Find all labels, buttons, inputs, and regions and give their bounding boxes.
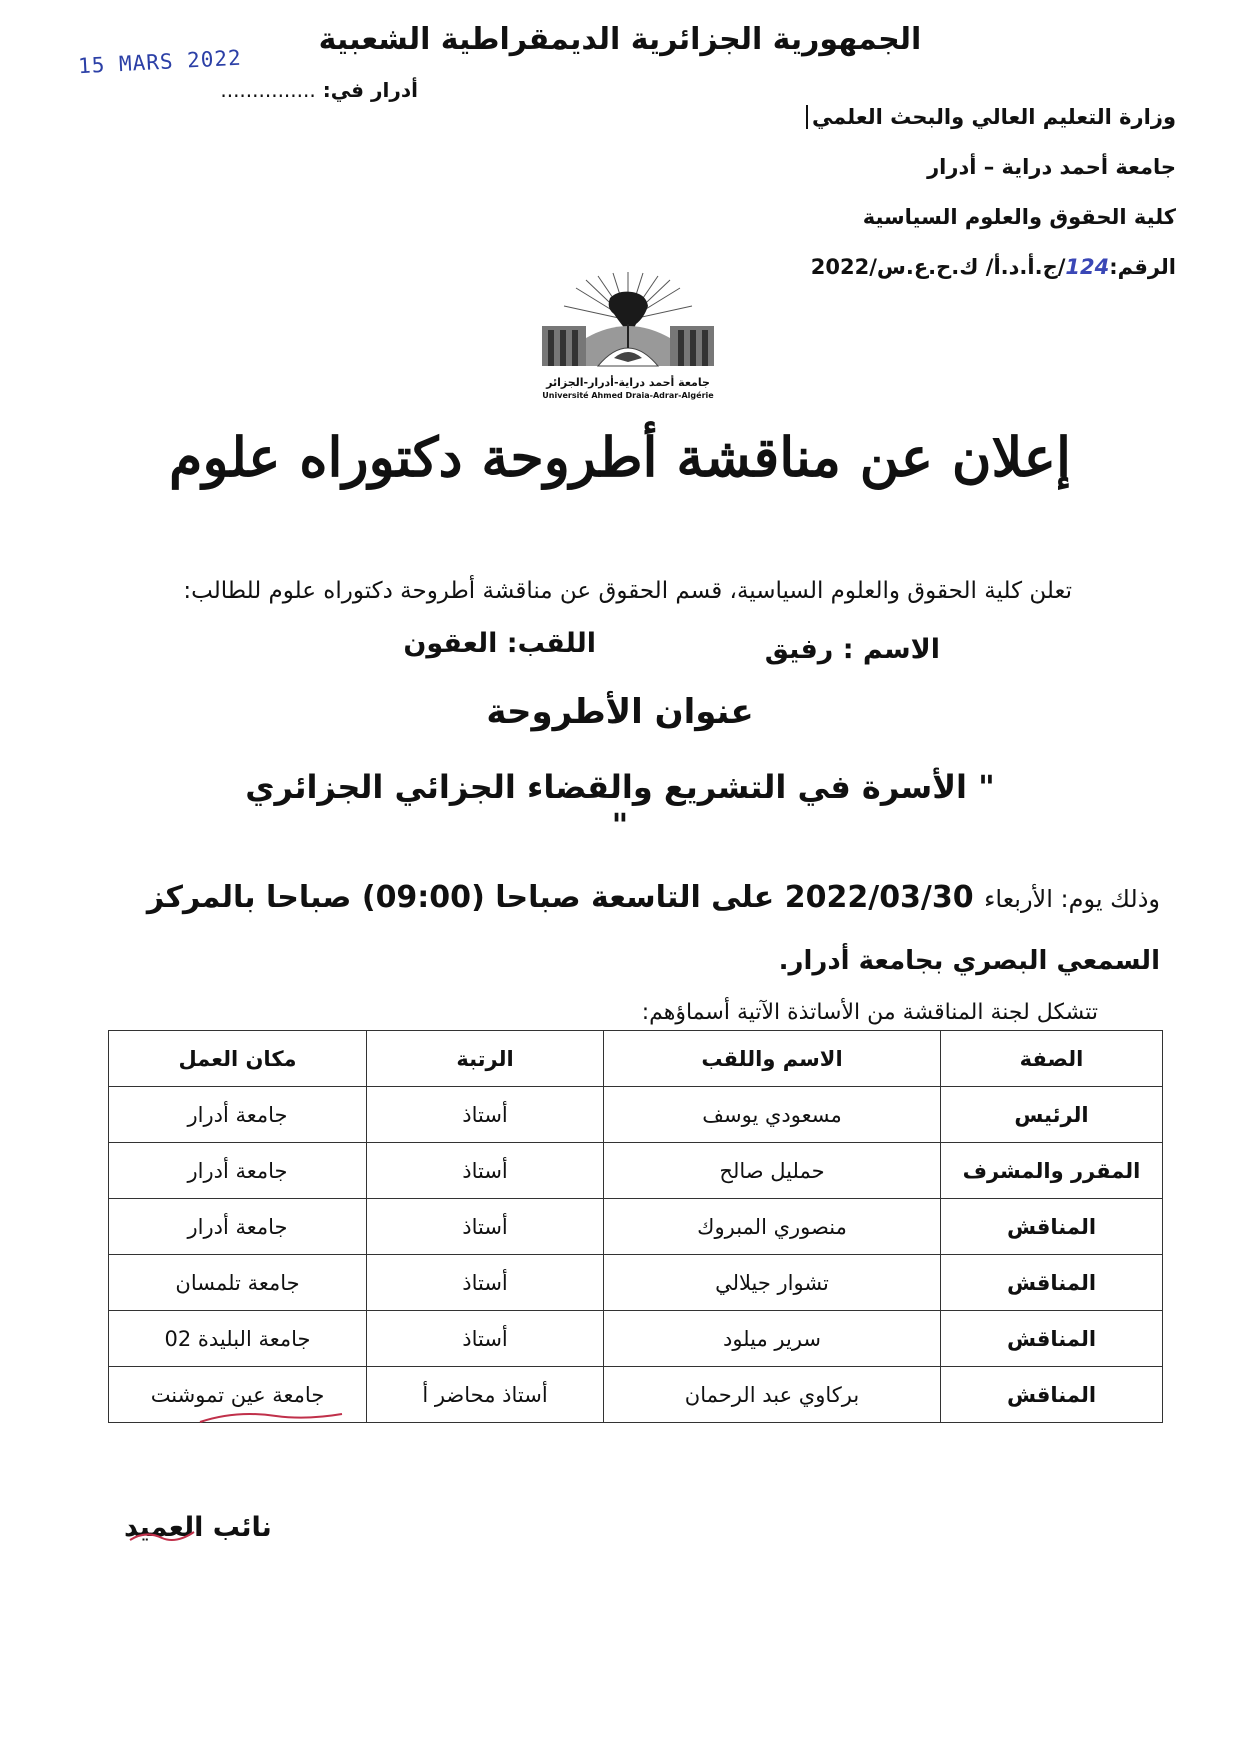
header-workplace: مكان العمل [109,1031,367,1087]
date-suffix: على التاسعة صباحا (09:00) صباحا بالمركز [146,880,775,915]
faculty-name: كلية الحقوق والعلوم السياسية [862,205,1176,229]
logo-caption-arabic: جامعة أحمد دراية-أدرار-الجزائر [546,376,710,389]
member-workplace: جامعة أدرار [109,1199,367,1255]
table-header-row [109,1031,1163,1087]
member-workplace: جامعة أدرار [109,1087,367,1143]
reference-prefix: الرقم: [1109,255,1176,279]
member-role: المناقش [941,1255,1163,1311]
republic-title: الجمهورية الجزائرية الديمقراطية الشعبية [318,22,922,57]
table-row [109,1143,1163,1199]
table-row [109,1311,1163,1367]
member-name: مسعودي يوسف [604,1087,941,1143]
student-first-name: الاسم : رفيق [764,634,940,665]
defense-date-line [50,880,1160,915]
university-name: جامعة أحمد دراية – أدرار [927,155,1176,179]
adrar-in-label: أدرار في: [322,78,418,102]
handwritten-signature-mark [128,1524,198,1550]
header-name: الاسم واللقب [604,1031,941,1087]
member-rank: أستاذ [367,1311,604,1367]
member-rank: أستاذ [367,1199,604,1255]
member-role: المناقش [941,1367,1163,1423]
student-surname: اللقب: العقون [403,628,596,659]
member-role: المقرر والمشرف [941,1143,1163,1199]
member-rank: أستاذ [367,1143,604,1199]
committee-table [108,1030,1163,1423]
institution-header [756,92,1176,292]
member-name: تشوار جيلالي [604,1255,941,1311]
member-workplace: جامعة تلمسان [109,1255,367,1311]
table-row [109,1199,1163,1255]
red-pen-underline [196,1408,346,1430]
ministry-name: وزارة التعليم العالي والبحث العلمي [806,105,1176,129]
date-prefix: وذلك يوم: الأربعاء [984,885,1160,913]
table-row [109,1255,1163,1311]
member-name: حمليل صالح [604,1143,941,1199]
member-workplace: جامعة البليدة 02 [109,1311,367,1367]
adrar-in-dots: ............... [220,78,316,102]
member-name: بركاوي عبد الرحمان [604,1367,941,1423]
reference-suffix: /ج.أ.د.أ/ ك.ح.ع.س/2022 [810,255,1066,279]
logo-caption-french: Université Ahmed Draia-Adrar-Algérie [542,391,714,400]
member-rank: أستاذ [367,1255,604,1311]
university-emblem-icon [528,268,728,376]
member-role: المناقش [941,1311,1163,1367]
thesis-heading: عنوان الأطروحة [486,692,754,732]
defense-date: 2022/03/30 [784,880,974,915]
header-rank: الرتبة [367,1031,604,1087]
defense-location: السمعي البصري بجامعة أدرار. [778,946,1160,976]
reference-handwritten-number: 124 [1065,255,1110,279]
member-rank: أستاذ محاضر أ [367,1367,604,1423]
announcement-title: إعلان عن مناقشة أطروحة دكتوراه علوم [169,425,1071,489]
header-role: الصفة [941,1031,1163,1087]
announcement-intro: تعلن كلية الحقوق والعلوم السياسية، قسم الحقوق عن مناقشة أطروحة دكتوراه علوم للطالب: [183,578,1072,604]
university-logo [528,268,728,400]
date-stamp: 15 MARS 2022 [77,45,243,79]
thesis-title: " الأسرة في التشريع والقضاء الجزائي الجزائري " [245,768,995,844]
member-name: سرير ميلود [604,1311,941,1367]
adrar-date-line [168,78,418,102]
reference-number [756,242,1176,292]
member-workplace: جامعة عين تموشنت [109,1367,367,1423]
member-workplace: جامعة أدرار [109,1143,367,1199]
member-rank: أستاذ [367,1087,604,1143]
committee-intro: تتشكل لجنة المناقشة من الأساتذة الآتية أسماؤهم: [641,1000,1098,1025]
member-name: منصوري المبروك [604,1199,941,1255]
signature-title: نائب العميد [124,1512,272,1543]
member-role: الرئيس [941,1087,1163,1143]
member-role: المناقش [941,1199,1163,1255]
table-row [109,1087,1163,1143]
